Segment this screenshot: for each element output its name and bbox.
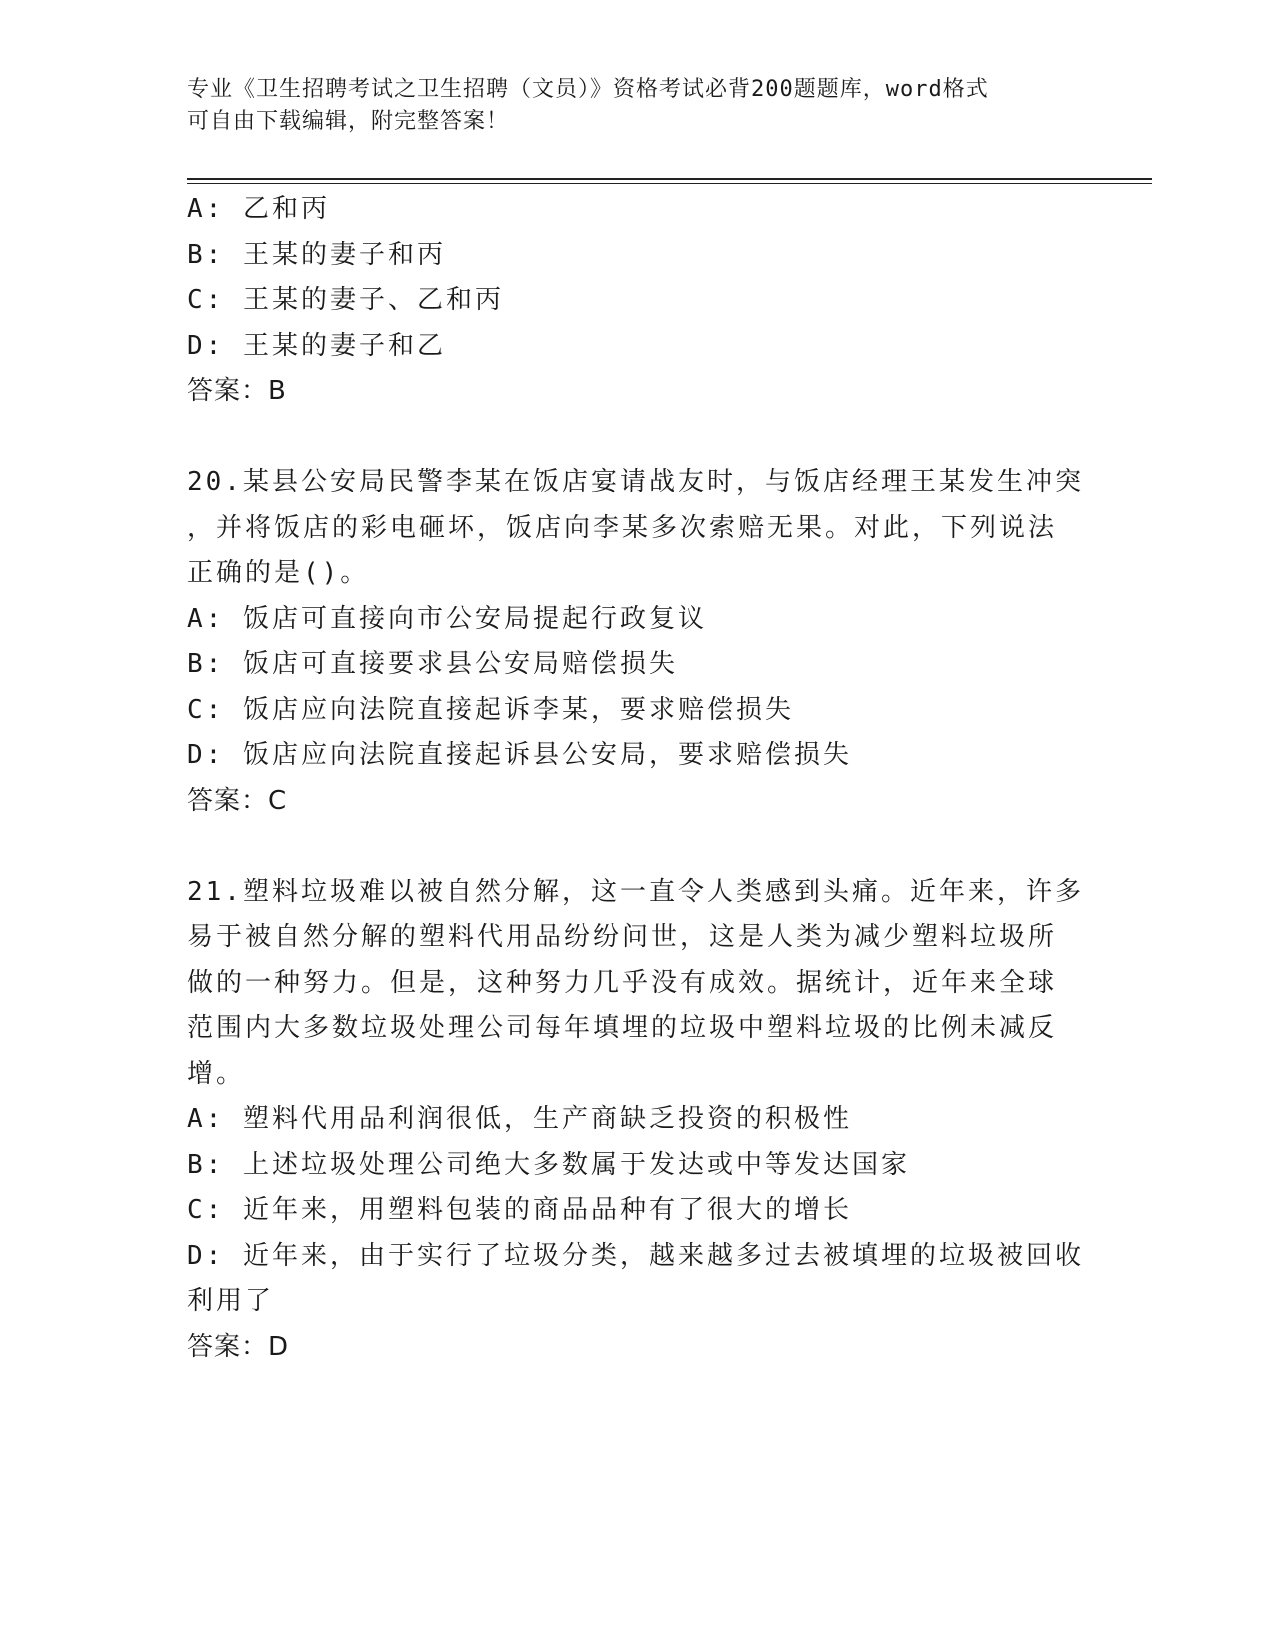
question-stem-line: 21.塑料垃圾难以被自然分解，这一直令人类感到头痛。近年来，许多 (187, 876, 1084, 907)
question-stem-line: 范围内大多数垃圾处理公司每年填埋的垃圾中塑料垃圾的比例未减反 (187, 1013, 1058, 1043)
answer-line: 答案：C (187, 785, 288, 816)
answer-line: 答案：B (187, 376, 287, 406)
question-stem-line: 易于被自然分解的塑料代用品纷纷问世，这是人类为减少塑料垃圾所 (187, 922, 1058, 952)
option-a: A: 塑料代用品利润很低，生产商缺乏投资的积极性 (187, 1104, 852, 1134)
question-stem-line: 增。 (187, 1058, 246, 1089)
header-title-line-1: 专业《卫生招聘考试之卫生招聘（文员）》资格考试必背200题题库，word格式 (187, 77, 989, 102)
option-c: C: 饭店应向法院直接起诉李某，要求赔偿损失 (187, 694, 794, 725)
header-divider (187, 178, 1152, 184)
option-d: D: 近年来，由于实行了垃圾分类，越来越多过去被填埋的垃圾被回收 (187, 1240, 1084, 1271)
option-d: D: 王某的妻子和乙 (187, 330, 446, 361)
option-a: A: 乙和丙 (187, 194, 330, 224)
option-c: C: 近年来，用塑料包装的商品品种有了很大的增长 (187, 1195, 852, 1225)
option-b: B: 王某的妻子和丙 (187, 239, 446, 270)
option-a: A: 饭店可直接向市公安局提起行政复议 (187, 603, 707, 634)
answer-line: 答案：D (187, 1331, 290, 1362)
spacer (187, 415, 1067, 461)
option-b: B: 上述垃圾处理公司绝大多数属于发达或中等发达国家 (187, 1149, 910, 1180)
document-body (187, 187, 1084, 1370)
header-title-line-2: 可自由下载编辑，附完整答案！ (187, 109, 510, 134)
question-stem-line: 20.某县公安局民警李某在饭店宴请战友时，与饭店经理王某发生冲突 (187, 467, 1084, 497)
question-20 (187, 460, 1084, 824)
question-19 (187, 187, 1067, 415)
option-c: C: 王某的妻子、乙和丙 (187, 285, 504, 315)
option-b: B: 饭店可直接要求县公安局赔偿损失 (187, 649, 678, 679)
page-header (187, 74, 1067, 138)
option-d-continuation: 利用了 (187, 1286, 275, 1316)
question-stem-line: 做的一种努力。但是，这种努力几乎没有成效。据统计，近年来全球 (187, 967, 1058, 998)
question-stem-line: ，并将饭店的彩电砸坏，饭店向李某多次索赔无果。对此，下列说法 (187, 512, 1058, 543)
spacer (187, 824, 1067, 870)
option-d: D: 饭店应向法院直接起诉县公安局，要求赔偿损失 (187, 740, 852, 770)
question-21 (187, 870, 1084, 1371)
question-stem-line: 正确的是()。 (187, 558, 370, 588)
